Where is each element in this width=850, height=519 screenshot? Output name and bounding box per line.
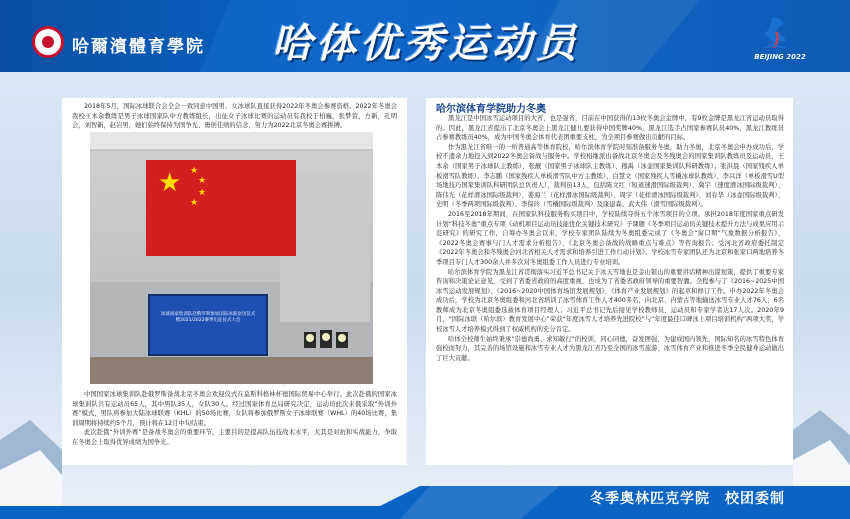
footer-credit: 冬季奥林匹克学院 校团委制 (590, 491, 785, 507)
right-article (436, 114, 784, 363)
right-paragraph-3: 2016至2018年期间，在国家队科技服务购买项目中，学校陆续夺得五个冰雪项目的立项。承担2018年度国家重点研发计划“科技冬奥”重点专项《动机项目运动员技能优化关键技术研究》子课题《冬季项目运动员关键技术提升方法与成果应用示范研究》的研究工作，自筹办冬奥会以来，学校专家团队陆续为冬奥组委完成了《冬奥会“窗口期”气象数据分析报告》、《2022冬奥会赛事与门人才需求分析报告》、《北京冬奥会备战的战略重点与难点》等咨询报告；受河北省政府委托制定《2022年冬奥会和冬残奥会河北省相关人才需求和培养引进工作行动计划》。学校冰雪专家团队还为北京和张家口两地培养冬季项目专门人才300余人并多次对冬奥组委工作人员进行专业培训。 (436, 210, 784, 266)
emblem-text: BEIJING 2022 (754, 53, 806, 61)
right-paragraph-4: 哈尔滨体育学院为黑龙江省贯彻落实习近平总书记关于冰天雪地也是金山银山的重要讲话精神出谋划策，提供了重要专家咨询和决策论证意见，受到了省委省政府的高度重视，也成为了省委省政府领导的重要智囊。全程参与了《2016~2025中国冰雪运动发展规划》、《2016~2020中国体育场馆发展规划》、《体育产业发展规划》的起草和修订工作。申办2022年冬奥会成功后，学校为北京冬奥组委和河北省培训了冰雪体育工作人才400多名，向北京、内蒙古等地输送冰雪专业人才76人，6名教师成为北京冬奥组委选拔体育项目经理人；习近平总书记先后接见学校教师员、运动员和专家学者达17人次。2020年9月，“国际冰联（哈尔滨）教育发展中心”荣获“年度冰雪人才培养先进院校”与“年度最佳口碑冰上项目培训机构”两项大奖，学校冰雪人才培养模式得到了权威机构的充分肯定。 (436, 268, 784, 334)
screen-line-2: 暨2021/2022赛季出征仪式大会 (175, 318, 241, 323)
beijing-2022-emblem-icon (750, 14, 810, 62)
right-paragraph-2: 作为黑龙江省唯一的一所普通高等体育院校，哈尔滨体育学院时刻准备服务冬奥，助力冬奥，北京冬奥会申办成功后，学校不遗余力地投入到2022冬奥会备战与服务中。学校相继派出备战北京冬奥会及冬残奥会的国家集训队教练员及运动员，王本余（国家男子冰球队主教练）、张靓（国家男子冰球队主教练）、穆禹（冰壶国家集训队科研教练）；张洪晨（国家残疾人单板滑雪队教练）、李志鹏（国家残疾人单板滑雪队中方主教练）、白慧文（国家残疾人雪橇冰球队教练）、李兴洋（单板滑雪U型场地技巧国家集训队科研团队总负责人），裁判员13人，包括陈文红（短道速滑国际级裁判）、冀宇（速度滑冰国际级裁判）、陈伟光（花样滑冰国际级裁判）、姜海兰（花样滑冰国际级裁判）、周宇（花样滑冰国际级裁判）、刘春华（冰壶国际级裁判）、史明（冬季两项国际级裁判）、李保玲（雪橇国际级裁判）及康建森、武大伟（滑雪国际级裁判）。 (436, 143, 784, 209)
right-section-title: 哈尔滨体育学院助力冬奥 (436, 104, 546, 115)
right-paragraph-1: 黑龙江是中国冰雪运动项目的大省，也是强省，目前在中国获得的13枚冬奥会金牌中，有9枚金牌是黑龙江省运动员取得的。因此，黑龙江省提出了北京冬奥会上黑龙江健儿要获得中国奖牌40%，黑龙江选手占国家参赛队员40%，黑龙江教练员占参赛教练员40%，成为中国冬奥会体育代表团重要支柱，为全项目参赛做出贡献的目标。 (436, 115, 784, 142)
page-title: 哈体优秀运动员 (272, 21, 580, 67)
stage-lights-icon (300, 322, 350, 352)
school-name: 哈爾濱體育學院 (72, 37, 205, 57)
left-bottom-paragraph-1: 中国国家冰球集训队赴俄罗斯备战北京冬奥会欢迎仪式在莫斯科格林杯德国际贸易中心举行。此次赴俄的国家冰球集训队共有运动员65人，其中男队35人，女队30人。经过国家体育总局研究决定，运动员此次来俄采取“外训外赛”模式，男队将参加大陆冰球联赛（KHL）的50场比赛，女队将参加俄罗斯女子冰球联赛（WHL）的40场比赛，集训周期将持续约5个月，预计将在12月中旬结束。 (72, 391, 397, 427)
event-screen (148, 294, 268, 356)
screen-line-1: 冰球国家集训队赴俄罗斯参加国际冰联欢送仪式 (160, 312, 256, 317)
school-logo-icon (32, 26, 64, 58)
team-send-off-photo (90, 132, 373, 384)
left-intro-paragraph: 2018年5月，国际冰球联合会全会一致同意中国男、女冰球队直接获得2022年冬奥会参赛资格。2022年冬奥会我校王本余教练是男子冰球国家队中方教练组长，出征女子冰球比赛的运动员有我校于柏巍，张梦萱，方新，孔明会，刘智新，赵岩男，她们始终保持为国争光、勇创佳绩的信念，努力为2022北京冬奥会赛拼搏。 (72, 103, 397, 130)
national-flag-icon: ★ ★ ★ ★ ★ (146, 160, 296, 256)
left-bottom-paragraph-2: 此次赴俄“外训外赛”是备战冬奥会的重要环节，主要目的是提高队伍技战术水平，尤其是对抗和实战能力，争取在冬奥会上取得优异成绩为国争光。 (72, 429, 397, 446)
right-paragraph-5: 哈体全校师生始终秉承“崇德尚勇、求知敏行”的校训，同心同德，奋发图强，为建成国内领先、国际知名的冰雪特色体育强校而努力，其完善的场馆设施和冰雪专业人才为黑龙江省乃至全国的冰雪旅游、冰雪体育产业和推进冬季全民健身运动做出了巨大贡献。 (436, 335, 784, 362)
